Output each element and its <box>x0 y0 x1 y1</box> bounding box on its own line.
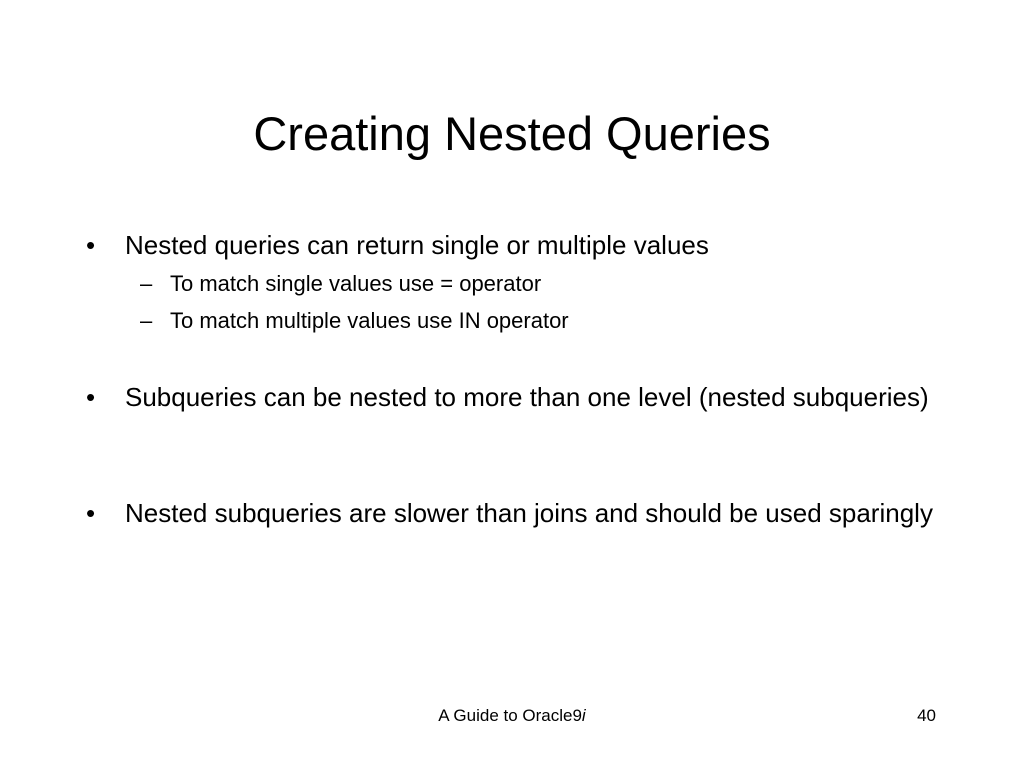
footer-title-text: A Guide to Oracle9 <box>438 706 582 725</box>
bullet-text: Subqueries can be nested to more than one level (nested subqueries) <box>125 382 929 412</box>
footer-title <box>380 704 644 728</box>
bullet-marker: • <box>86 230 96 260</box>
footer-title-italic: i <box>581 706 586 725</box>
sub-item-1 <box>140 269 940 299</box>
sub-marker: – <box>140 271 153 296</box>
sub-marker: – <box>140 308 153 333</box>
bullet-marker: • <box>86 498 96 528</box>
bullet-item-3 <box>86 496 946 530</box>
bullet-item-2 <box>86 380 946 414</box>
page-number: 40 <box>917 706 936 725</box>
sub-text: To match single values use = operator <box>170 271 542 296</box>
bullet-text: Nested queries can return single or multiple values <box>125 230 709 260</box>
bullet-item-1 <box>86 228 946 262</box>
bullet-marker: • <box>86 382 96 412</box>
sub-item-2 <box>140 306 940 336</box>
slide-title: Creating Nested Queries <box>253 107 771 160</box>
bullet-text: Nested subqueries are slower than joins and should be used sparingly <box>125 498 933 528</box>
sub-text: To match multiple values use IN operator <box>170 308 569 333</box>
